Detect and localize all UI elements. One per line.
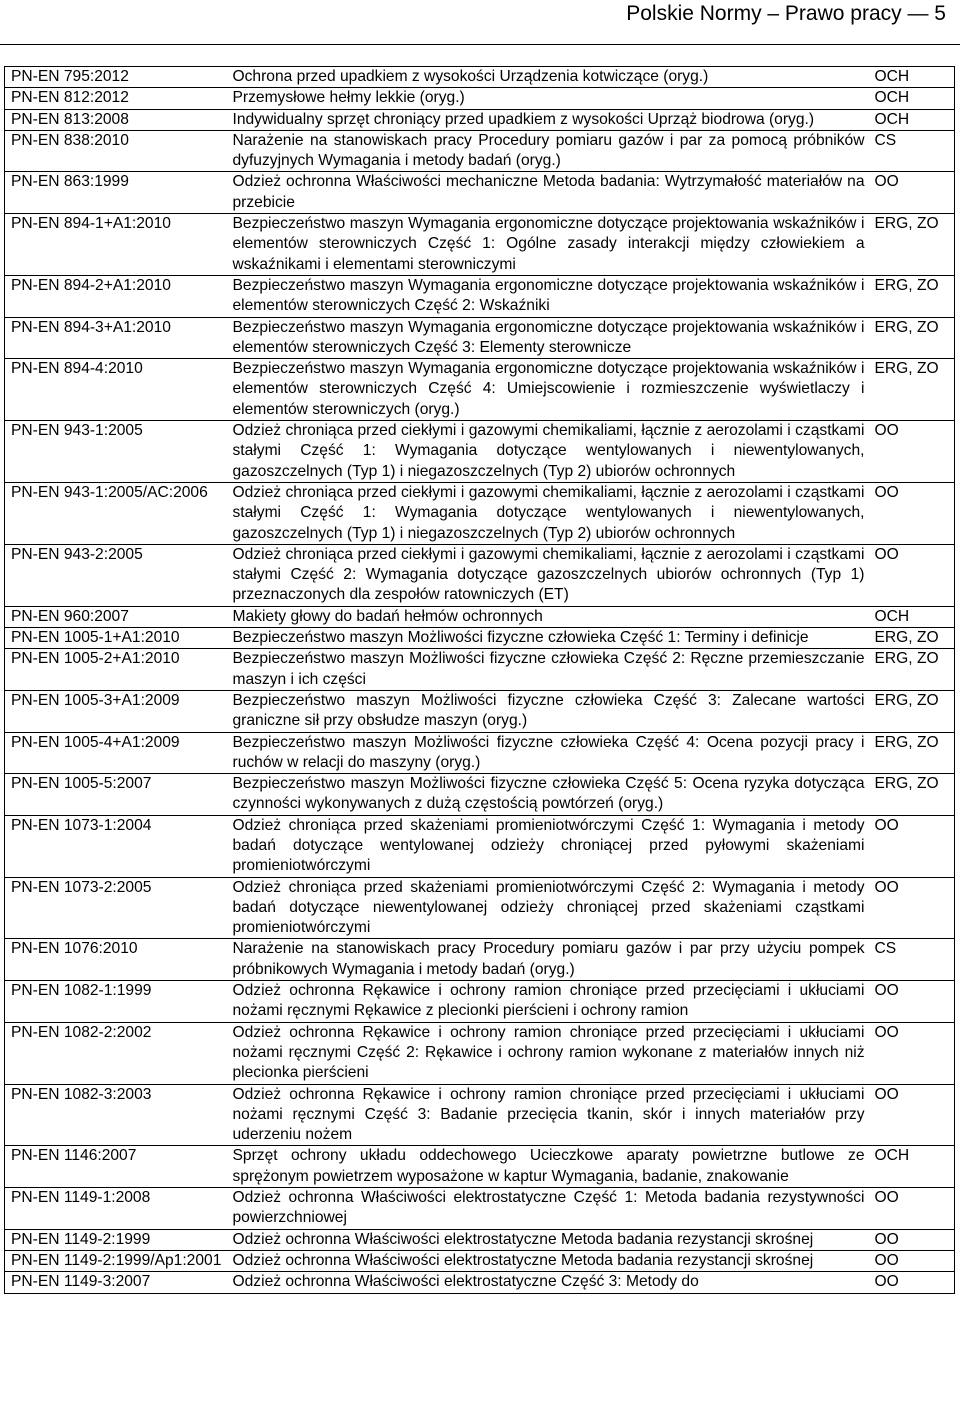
- standard-category: ERG, ZO: [869, 690, 955, 732]
- standard-code: PN-EN 1149-2:1999: [5, 1229, 227, 1250]
- standard-category: OO: [869, 1229, 955, 1250]
- standard-code: PN-EN 863:1999: [5, 172, 227, 214]
- standard-code: PN-EN 943-1:2005: [5, 421, 227, 483]
- standard-code: PN-EN 795:2012: [5, 67, 227, 88]
- standard-code: PN-EN 894-2+A1:2010: [5, 275, 227, 317]
- standard-title: Odzież chroniąca przed ciekłymi i gazowymi chemikaliami, łącznie z aerozolami i cząstkami stałymi Część 1: Wymagania dotyczące wentylowanych i niewentylowanych, gazoszczelnych (Typ 1) i niegazoszczelnych (Typ 2) ubiorów ochronnych: [227, 482, 869, 544]
- standard-code: PN-EN 1149-1:2008: [5, 1188, 227, 1230]
- table-row: [5, 877, 955, 939]
- standard-title: Bezpieczeństwo maszyn Możliwości fizyczne człowieka Część 4: Ocena pozycji pracy i ruchów w relacji do maszyny (oryg.): [227, 732, 869, 774]
- standard-category: OO: [869, 482, 955, 544]
- standard-title: Bezpieczeństwo maszyn Wymagania ergonomiczne dotyczące projektowania wskaźników i elementów sterowniczych Część 3: Elementy sterownicze: [227, 317, 869, 359]
- table-row: [5, 172, 955, 214]
- standard-code: PN-EN 1005-2+A1:2010: [5, 649, 227, 691]
- standard-category: OO: [869, 981, 955, 1023]
- table-row: [5, 109, 955, 130]
- standard-title: Odzież ochronna Rękawice i ochrony ramion chroniące przed przecięciami i ukłuciami nożami ręcznymi Część 2: Rękawice i ochrony ramion wykonane z materiałów innych niż plecionka pierścieni: [227, 1022, 869, 1084]
- standard-title: Odzież ochronna Właściwości mechaniczne Metoda badania: Wytrzymałość materiałów na przebicie: [227, 172, 869, 214]
- standard-code: PN-EN 1073-2:2005: [5, 877, 227, 939]
- table-row: [5, 628, 955, 649]
- standard-code: PN-EN 894-3+A1:2010: [5, 317, 227, 359]
- standard-title: Odzież chroniąca przed ciekłymi i gazowymi chemikaliami, łącznie z aerozolami i cząstkami stałymi Część 1: Wymagania dotyczące wentylowanych i niewentylowanych, gazoszczelnych (Typ 1) i niegazoszczelnych (Typ 2) ubiorów ochronnych: [227, 421, 869, 483]
- table-row: [5, 359, 955, 421]
- standard-code: PN-EN 894-4:2010: [5, 359, 227, 421]
- page-header: [0, 0, 960, 44]
- standard-code: PN-EN 1146:2007: [5, 1146, 227, 1188]
- standard-category: OCH: [869, 606, 955, 627]
- table-row: [5, 1250, 955, 1271]
- standard-title: Odzież chroniąca przed skażeniami promieniotwórczymi Część 2: Wymagania i metody badań dotyczące niewentylowanej odzieży chroniącej przed skażeniami cząstkami promieniotwórczymi: [227, 877, 869, 939]
- standard-title: Bezpieczeństwo maszyn Możliwości fizyczne człowieka Część 1: Terminy i definicje: [227, 628, 869, 649]
- standard-code: PN-EN 943-1:2005/AC:2006: [5, 482, 227, 544]
- standard-category: OCH: [869, 88, 955, 109]
- standard-category: OCH: [869, 109, 955, 130]
- standard-category: OO: [869, 544, 955, 606]
- standard-code: PN-EN 1005-4+A1:2009: [5, 732, 227, 774]
- standard-category: OO: [869, 1250, 955, 1271]
- standard-title: Bezpieczeństwo maszyn Wymagania ergonomiczne dotyczące projektowania wskaźników i elementów sterowniczych Część 2: Wskaźniki: [227, 275, 869, 317]
- standard-title: Bezpieczeństwo maszyn Możliwości fizyczne człowieka Część 5: Ocena ryzyka dotycząca czynności wykonywanych z dużą częstością powtórzeń (oryg.): [227, 774, 869, 816]
- standards-table: [4, 66, 955, 1294]
- standard-code: PN-EN 1073-1:2004: [5, 815, 227, 877]
- standard-code: PN-EN 813:2008: [5, 109, 227, 130]
- standard-category: ERG, ZO: [869, 732, 955, 774]
- standard-category: OO: [869, 421, 955, 483]
- standard-code: PN-EN 960:2007: [5, 606, 227, 627]
- header-divider: [0, 44, 960, 45]
- table-row: [5, 1188, 955, 1230]
- standard-title: Narażenie na stanowiskach pracy Procedury pomiaru gazów i par przy użyciu pompek próbnikowych Wymagania i metody badań (oryg.): [227, 939, 869, 981]
- table-row: [5, 1022, 955, 1084]
- table-row: [5, 774, 955, 816]
- standard-title: Odzież ochronna Właściwości elektrostatyczne Część 1: Metoda badania rezystywności powierzchniowej: [227, 1188, 869, 1230]
- standard-title: Odzież ochronna Właściwości elektrostatyczne Część 3: Metody do: [227, 1272, 869, 1293]
- standard-category: OO: [869, 172, 955, 214]
- header-title: Polskie Normy – Prawo pracy — 5: [626, 2, 946, 25]
- standard-category: ERG, ZO: [869, 628, 955, 649]
- standard-category: ERG, ZO: [869, 317, 955, 359]
- standard-code: PN-EN 1082-3:2003: [5, 1084, 227, 1146]
- table-row: [5, 939, 955, 981]
- table-row: [5, 88, 955, 109]
- standard-category: OO: [869, 815, 955, 877]
- table-row: [5, 130, 955, 172]
- standard-category: OO: [869, 1188, 955, 1230]
- standard-title: Bezpieczeństwo maszyn Wymagania ergonomiczne dotyczące projektowania wskaźników i elementów sterowniczych Część 1: Ogólne zasady interakcji między człowiekiem a wskaźnikami i elementami sterowniczymi: [227, 214, 869, 276]
- table-row: [5, 317, 955, 359]
- standard-title: Bezpieczeństwo maszyn Wymagania ergonomiczne dotyczące projektowania wskaźników i elementów sterowniczych Część 4: Umiejscowienie i rozmieszczenie wyświetlaczy i elementów sterowniczych (oryg.): [227, 359, 869, 421]
- standard-title: Bezpieczeństwo maszyn Możliwości fizyczne człowieka Część 2: Ręczne przemieszczanie maszyn i ich części: [227, 649, 869, 691]
- standard-code: PN-EN 812:2012: [5, 88, 227, 109]
- table-row: [5, 732, 955, 774]
- table-row: [5, 690, 955, 732]
- table-row: [5, 1084, 955, 1146]
- standards-table-body: [5, 67, 955, 1294]
- table-row: [5, 67, 955, 88]
- table-row: [5, 606, 955, 627]
- table-row: [5, 482, 955, 544]
- standard-category: ERG, ZO: [869, 275, 955, 317]
- standard-category: ERG, ZO: [869, 359, 955, 421]
- table-row: [5, 1146, 955, 1188]
- standard-code: PN-EN 1082-2:2002: [5, 1022, 227, 1084]
- standard-title: Odzież chroniąca przed ciekłymi i gazowymi chemikaliami, łącznie z aerozolami i cząstkami stałymi Część 2: Wymagania dotyczące gazoszczelnych ubiorów ochronnych (Typ 1) przeznaczonych dla zespołów ratowniczych (ET): [227, 544, 869, 606]
- standard-category: OO: [869, 1272, 955, 1293]
- standard-category: OO: [869, 877, 955, 939]
- table-row: [5, 1229, 955, 1250]
- standard-code: PN-EN 1005-1+A1:2010: [5, 628, 227, 649]
- standard-code: PN-EN 838:2010: [5, 130, 227, 172]
- standard-title: Przemysłowe hełmy lekkie (oryg.): [227, 88, 869, 109]
- standard-category: CS: [869, 130, 955, 172]
- standard-title: Indywidualny sprzęt chroniący przed upadkiem z wysokości Uprząż biodrowa (oryg.): [227, 109, 869, 130]
- table-row: [5, 214, 955, 276]
- standard-title: Makiety głowy do badań hełmów ochronnych: [227, 606, 869, 627]
- table-row: [5, 1272, 955, 1293]
- table-row: [5, 981, 955, 1023]
- standard-code: PN-EN 1005-3+A1:2009: [5, 690, 227, 732]
- table-row: [5, 544, 955, 606]
- standard-category: ERG, ZO: [869, 774, 955, 816]
- standard-category: OCH: [869, 1146, 955, 1188]
- standard-code: PN-EN 1149-2:1999/Ap1:2001: [5, 1250, 227, 1271]
- standard-title: Narażenie na stanowiskach pracy Procedury pomiaru gazów i par za pomocą próbników dyfuzyjnych Wymagania i metody badań (oryg.): [227, 130, 869, 172]
- standard-title: Bezpieczeństwo maszyn Możliwości fizyczne człowieka Część 3: Zalecane wartości graniczne sił przy obsłudze maszyn (oryg.): [227, 690, 869, 732]
- standard-title: Ochrona przed upadkiem z wysokości Urządzenia kotwiczące (oryg.): [227, 67, 869, 88]
- standard-code: PN-EN 1149-3:2007: [5, 1272, 227, 1293]
- table-row: [5, 649, 955, 691]
- standard-code: PN-EN 894-1+A1:2010: [5, 214, 227, 276]
- standard-code: PN-EN 1076:2010: [5, 939, 227, 981]
- standard-category: OO: [869, 1022, 955, 1084]
- table-row: [5, 275, 955, 317]
- standard-category: OO: [869, 1084, 955, 1146]
- standard-title: Odzież ochronna Właściwości elektrostatyczne Metoda badania rezystancji skrośnej: [227, 1229, 869, 1250]
- standard-title: Odzież ochronna Rękawice i ochrony ramion chroniące przed przecięciami i ukłuciami nożami ręcznymi Część 3: Badanie przecięcia tkanin, skór i innych materiałów przy uderzeniu nożem: [227, 1084, 869, 1146]
- standard-category: ERG, ZO: [869, 214, 955, 276]
- standard-code: PN-EN 1082-1:1999: [5, 981, 227, 1023]
- standard-code: PN-EN 1005-5:2007: [5, 774, 227, 816]
- table-row: [5, 815, 955, 877]
- standard-title: Odzież ochronna Właściwości elektrostatyczne Metoda badania rezystancji skrośnej: [227, 1250, 869, 1271]
- standard-code: PN-EN 943-2:2005: [5, 544, 227, 606]
- standard-category: OCH: [869, 67, 955, 88]
- table-row: [5, 421, 955, 483]
- standard-category: ERG, ZO: [869, 649, 955, 691]
- standard-title: Odzież chroniąca przed skażeniami promieniotwórczymi Część 1: Wymagania i metody badań dotyczące wentylowanej odzieży chroniącej przed pyłowymi skażeniami promieniotwórczymi: [227, 815, 869, 877]
- standard-category: CS: [869, 939, 955, 981]
- standard-title: Sprzęt ochrony układu oddechowego Ucieczkowe aparaty powietrzne butlowe ze sprężonym powietrzem wyposażone w kaptur Wymagania, badanie, znakowanie: [227, 1146, 869, 1188]
- standard-title: Odzież ochronna Rękawice i ochrony ramion chroniące przed przecięciami i ukłuciami nożami ręcznymi Rękawice z plecionki pierścieni i ochrony ramion: [227, 981, 869, 1023]
